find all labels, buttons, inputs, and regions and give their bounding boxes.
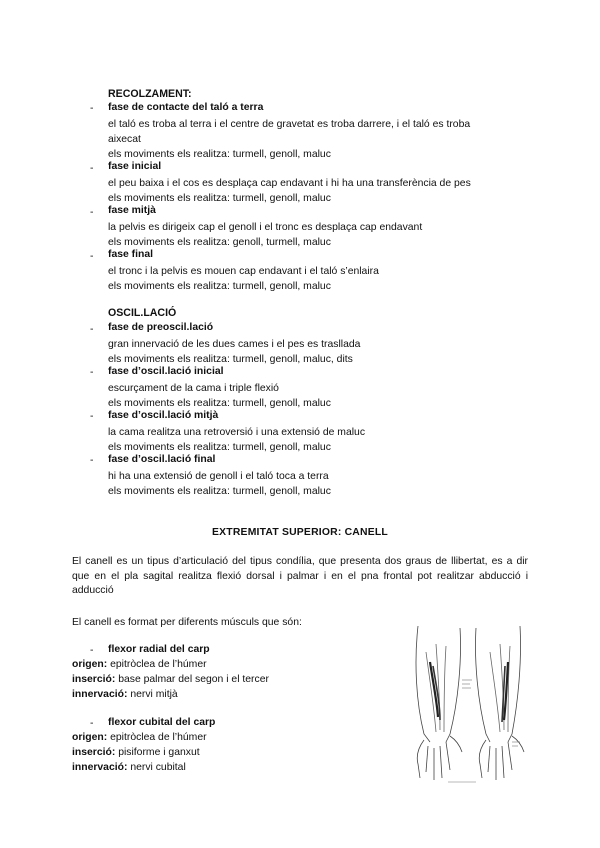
bullet-dash: -	[90, 718, 94, 729]
innervacio-value: nervi cubital	[130, 762, 186, 773]
muscle-name: flexor radial del carp	[108, 644, 210, 655]
phase-desc: el taló es troba al terra i el centre de gravetat es troba darrere, i el taló es troba	[108, 119, 471, 130]
origen-label: origen:	[72, 732, 108, 743]
phase-moves: els moviments els realitza: turmell, genoll, maluc	[108, 442, 331, 453]
bullet-dash: -	[90, 411, 94, 422]
phase-moves: els moviments els realitza: turmell, genoll, maluc	[108, 398, 331, 409]
intro-paragraph: El canell es un tipus d’articulació del tipus condília, que presenta dos graus de llibertat, es a dir que en el pla sagital realitza flexió dorsal i palmar i en el pna frontal pot realitzar abducció i adducció	[72, 556, 528, 596]
phase-desc: la cama realitza una retroversió i una extensió de maluc	[108, 427, 366, 438]
insercio-value: base palmar del segon i el tercer	[118, 674, 269, 685]
phase-title: fase d’oscil.lació final	[108, 454, 216, 465]
innervacio-row	[72, 762, 186, 773]
phase-title: fase inicial	[108, 161, 162, 172]
bullet-dash: -	[90, 324, 94, 335]
insercio-label: inserció:	[72, 674, 116, 685]
insercio-row	[72, 747, 200, 758]
bullet-dash: -	[90, 163, 94, 174]
bullet-dash: -	[90, 103, 94, 114]
forearm-anatomy-illustration	[400, 622, 528, 787]
innervacio-value: nervi mitjà	[130, 689, 178, 700]
phase-desc: la pelvis es dirigeix cap el genoll i el tronc es desplaça cap endavant	[108, 222, 423, 233]
phase-title: fase mitjà	[108, 205, 156, 216]
phase-desc: el tronc i la pelvis es mouen cap endavant i el taló s’enlaira	[108, 266, 379, 277]
recolzament-title: RECOLZAMENT:	[108, 88, 192, 100]
phase-moves: els moviments els realitza: turmell, genoll, maluc	[108, 193, 331, 204]
origen-value: epitròclea de l’húmer	[110, 659, 207, 670]
phase-desc: el peu baixa i el cos es desplaça cap endavant i hi ha una transferència de pes	[108, 178, 471, 189]
muscles-intro: El canell es format per diferents músculs que són:	[72, 617, 302, 628]
phase-title: fase de preoscil.lació	[108, 322, 214, 333]
innervacio-label: innervació:	[72, 762, 128, 773]
bullet-dash: -	[90, 251, 94, 262]
bullet-dash: -	[90, 367, 94, 378]
origen-value: epitròclea de l’húmer	[110, 732, 207, 743]
insercio-label: inserció:	[72, 747, 116, 758]
phase-title: fase final	[108, 249, 154, 260]
phase-moves: els moviments els realitza: turmell, genoll, maluc, dits	[108, 354, 353, 365]
insercio-row	[72, 674, 269, 685]
insercio-value: pisiforme i ganxut	[118, 747, 200, 758]
bullet-dash: -	[90, 455, 94, 466]
phase-moves: els moviments els realitza: genoll, turmell, maluc	[108, 237, 331, 248]
origen-row	[72, 659, 207, 670]
phase-title: fase de contacte del taló a terra	[108, 102, 264, 113]
phase-title: fase d’oscil.lació inicial	[108, 366, 224, 377]
phase-desc: aixecat	[108, 134, 141, 145]
phase-moves: els moviments els realitza: turmell, genoll, maluc	[108, 149, 331, 160]
origen-row	[72, 732, 207, 743]
origen-label: origen:	[72, 659, 108, 670]
phase-desc: hi ha una extensió de genoll i el taló toca a terra	[108, 471, 329, 482]
phase-title: fase d’oscil.lació mitjà	[108, 410, 219, 421]
phase-moves: els moviments els realitza: turmell, genoll, maluc	[108, 486, 331, 497]
muscle-name: flexor cubital del carp	[108, 717, 216, 728]
bullet-dash: -	[90, 207, 94, 218]
innervacio-label: innervació:	[72, 689, 128, 700]
bullet-dash: -	[90, 645, 94, 656]
phase-desc: escurçament de la cama i triple flexió	[108, 383, 279, 394]
phase-moves: els moviments els realitza: turmell, genoll, maluc	[108, 281, 331, 292]
section-heading: EXTREMITAT SUPERIOR: CANELL	[212, 527, 388, 538]
phase-desc: gran innervació de les dues cames i el pes es trasllada	[108, 339, 361, 350]
innervacio-row	[72, 689, 178, 700]
oscil-title: OSCIL.LACIÓ	[108, 307, 177, 319]
